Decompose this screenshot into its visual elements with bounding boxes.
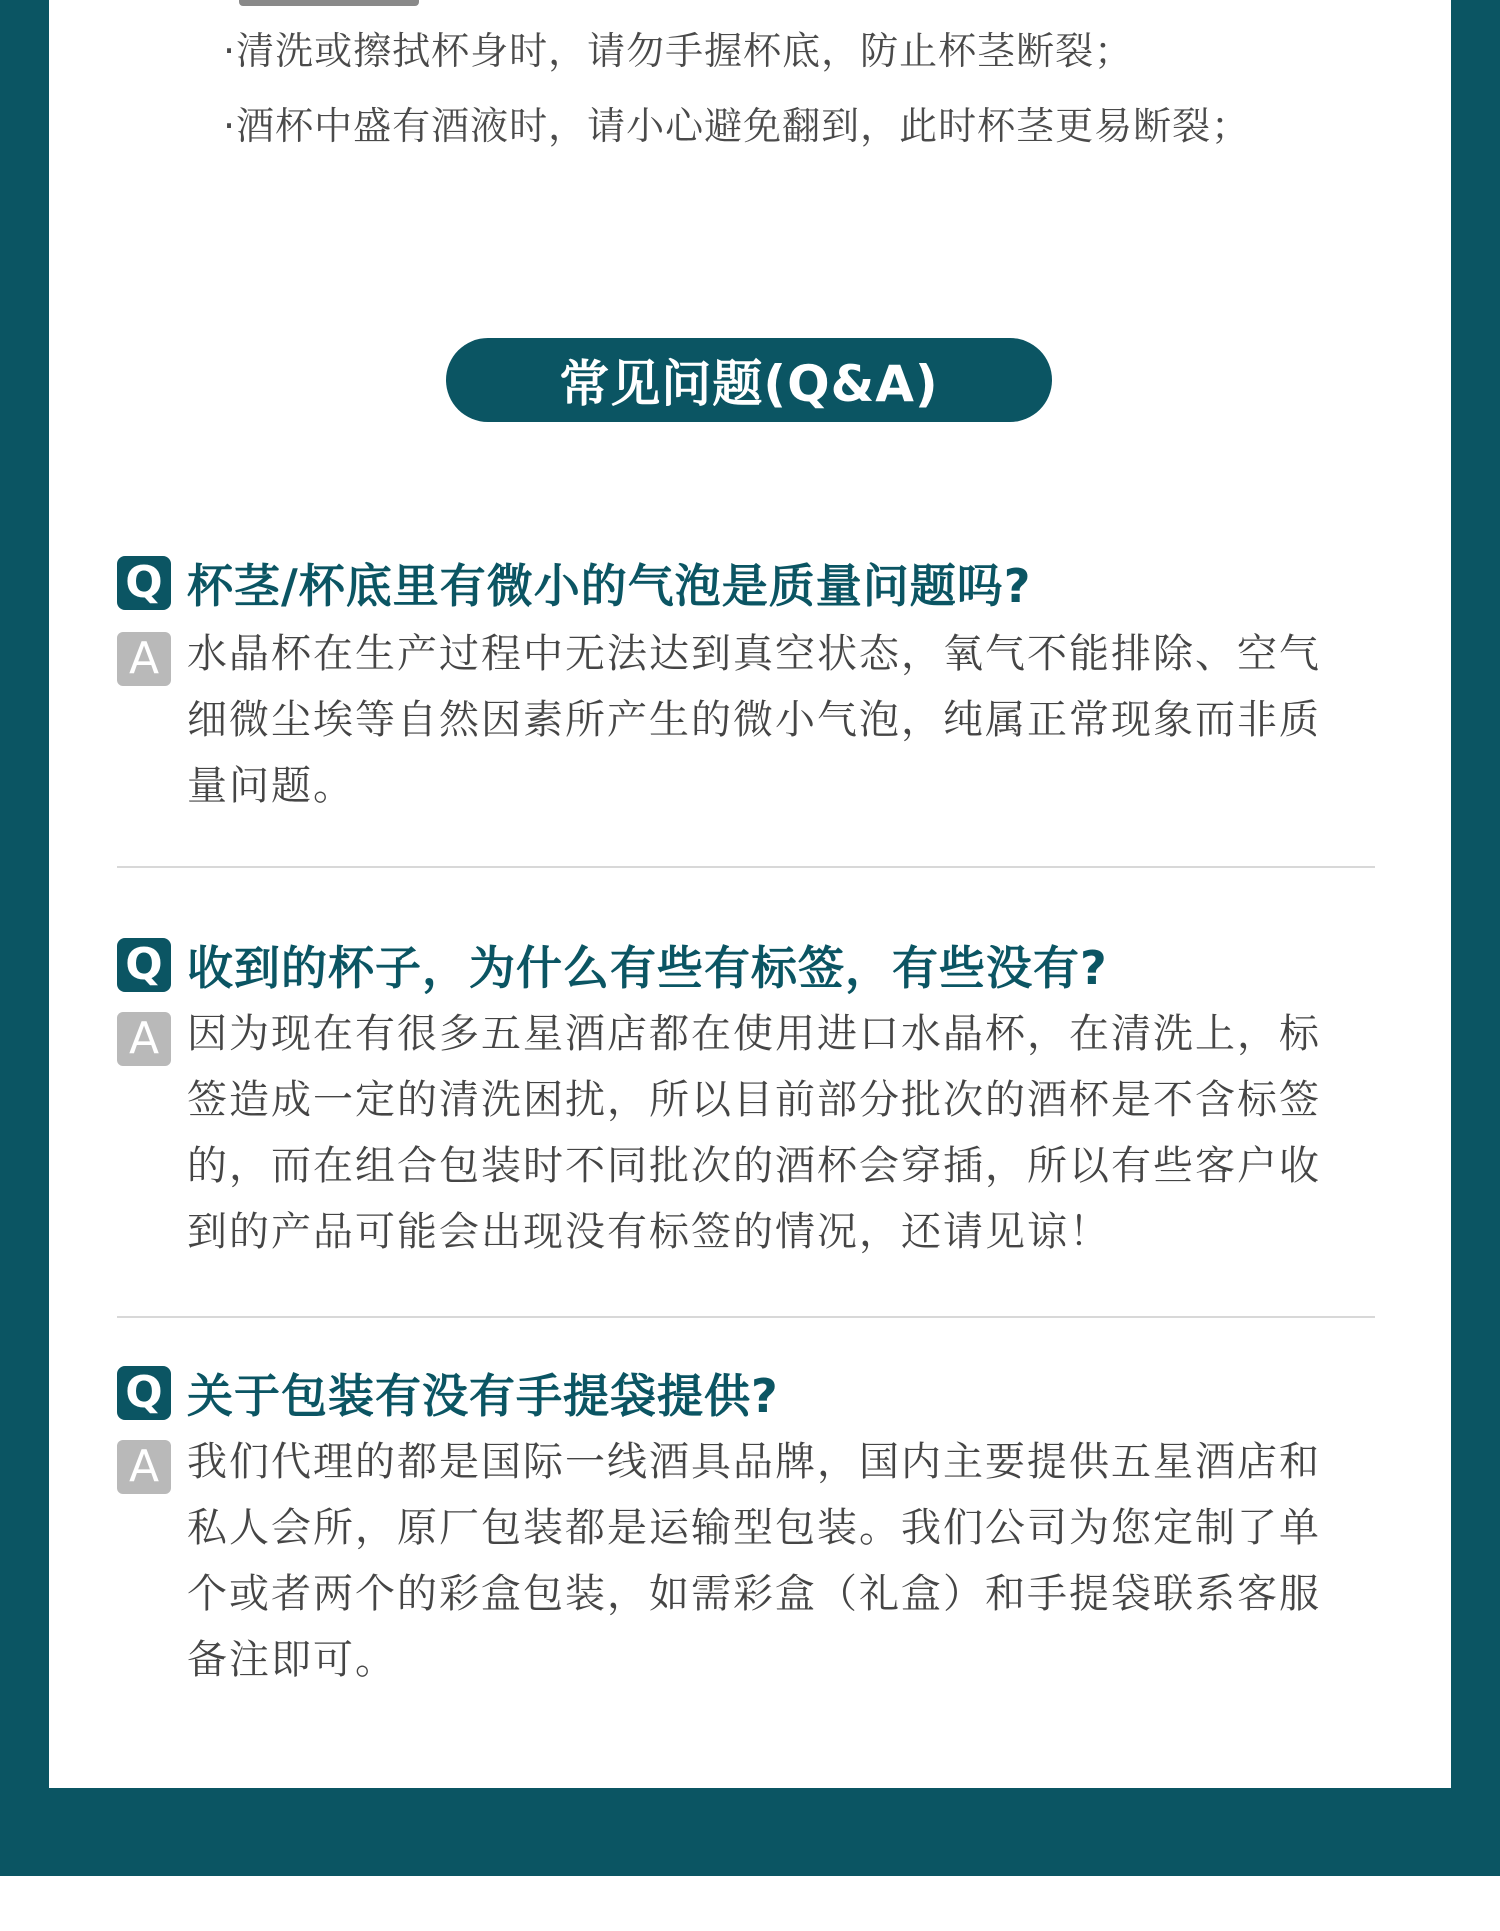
cropped-heading-remnant [239,0,419,6]
question-row [117,1360,779,1426]
care-note: ·酒杯中盛有酒液时，请小心避免翻到，此时杯茎更易断裂； [223,104,1251,148]
answer-line: 签造成一定的清洗困扰，所以目前部分批次的酒杯是不含标签 [187,1077,1321,1123]
question-row [117,550,1031,616]
q-badge: Q [117,938,171,992]
answer-line: 量问题。 [187,763,355,809]
faq-title: 常见问题(Q&A) [559,355,939,413]
question-text: 关于包装有没有手提袋提供? [187,1369,779,1423]
answer-line: 备注即可。 [187,1637,397,1683]
q-badge: Q [117,1366,171,1420]
answer-line: 私人会所，原厂包装都是运输型包装。我们公司为您定制了单 [187,1505,1321,1551]
faq-title-pill [446,338,1052,422]
answer-line: 水晶杯在生产过程中无法达到真空状态，氧气不能排除、空气 [187,631,1321,677]
divider [117,866,1375,868]
answer-line: 的，而在组合包装时不同批次的酒杯会穿插，所以有些客户收 [187,1143,1321,1189]
a-badge: A [117,1440,171,1494]
content-card [49,0,1451,1788]
question-text: 收到的杯子，为什么有些有标签，有些没有? [187,941,1108,995]
a-badge: A [117,1012,171,1066]
question-row [117,932,1108,998]
question-text: 杯茎/杯底里有微小的气泡是质量问题吗? [187,559,1032,613]
answer-line: 细微尘埃等自然因素所产生的微小气泡，纯属正常现象而非质 [187,697,1321,743]
a-badge: A [117,632,171,686]
answer-line: 到的产品可能会出现没有标签的情况，还请见谅！ [187,1209,1111,1255]
care-note: ·清洗或擦拭杯身时，请勿手握杯底，防止杯茎断裂； [223,29,1134,73]
answer-line: 个或者两个的彩盒包装，如需彩盒（礼盒）和手提袋联系客服 [187,1571,1321,1617]
answer-line: 因为现在有很多五星酒店都在使用进口水晶杯，在清洗上，标 [187,1011,1321,1057]
answer-line: 我们代理的都是国际一线酒具品牌，国内主要提供五星酒店和 [187,1439,1321,1485]
divider [117,1316,1375,1318]
q-badge: Q [117,556,171,610]
